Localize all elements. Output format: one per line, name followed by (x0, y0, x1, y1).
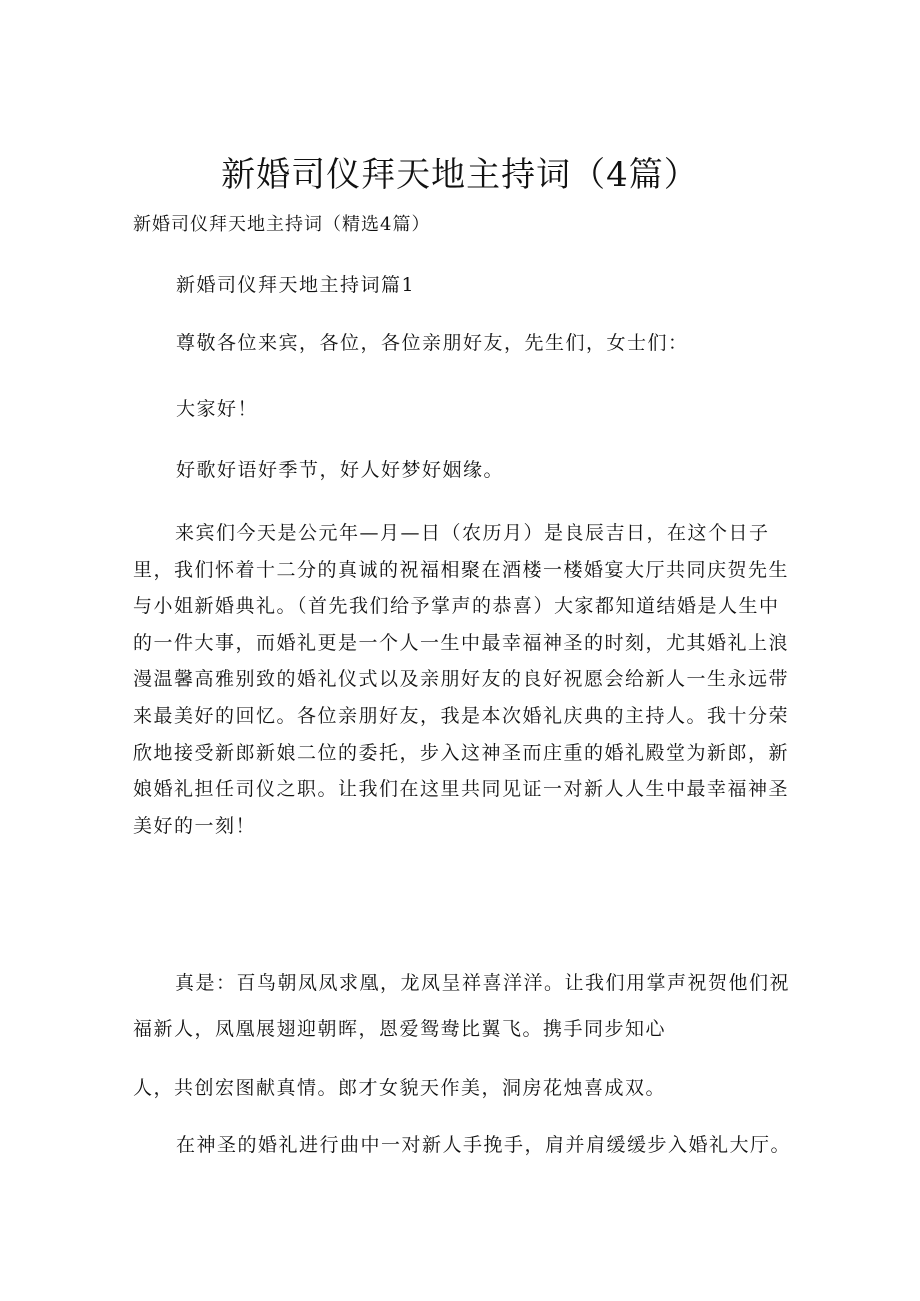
paragraph-blessing: 真是：百鸟朝凤凤求凰，龙凤呈祥喜洋洋。让我们用掌声祝贺他们祝福新人，凤凰展翅迎朝晖，恩爱鸳鸯比翼飞。携手同步知心 (133, 972, 791, 1040)
hello-line: 大家好！ (176, 398, 259, 420)
paragraph-procession: 在神圣的婚礼进行曲中一对新人手挽手，肩并肩缓缓步入婚礼大厅。 (176, 1134, 792, 1156)
paragraph-intro: 来宾们今天是公元年—月—日（农历月）是良辰吉日，在这个日子里，我们怀着十二分的真诚的祝福相聚在酒楼一楼婚宴大厅共同庆贺先生与小姐新婚典礼。（首先我们给予掌声的恭喜）大家都知道结婚是人生中的一件大事，而婚礼更是一个人一生中最幸福神圣的时刻，尤其婚礼上浪漫温馨高雅别致的婚礼仪式以及亲朋好友的良好祝愿会给新人一生永远带来最美好的回忆。各位亲朋好友，我是本次婚礼庆典的主持人。我十分荣欣地接受新郎新娘二位的委托，步入这神圣而庄重的婚礼殿堂为新郎，新娘婚礼担任司仪之职。让我们在这里共同见证一对新人人生中最幸福神圣美好的一刻！ (133, 522, 790, 837)
document-title: 新婚司仪拜天地主持词（4篇） (221, 155, 699, 195)
greeting-line: 尊敬各位来宾，各位，各位亲朋好友，先生们，女士们： (176, 332, 689, 354)
paragraph-blessing-continued: 人，共创宏图献真情。郎才女貌天作美，洞房花烛喜成双。 (133, 1077, 667, 1099)
section-heading: 新婚司仪拜天地主持词篇1 (176, 274, 416, 296)
document-subtitle: 新婚司仪拜天地主持词（精选4篇） (133, 214, 431, 235)
couplet-line: 好歌好语好季节，好人好梦好姻缘。 (176, 459, 505, 481)
